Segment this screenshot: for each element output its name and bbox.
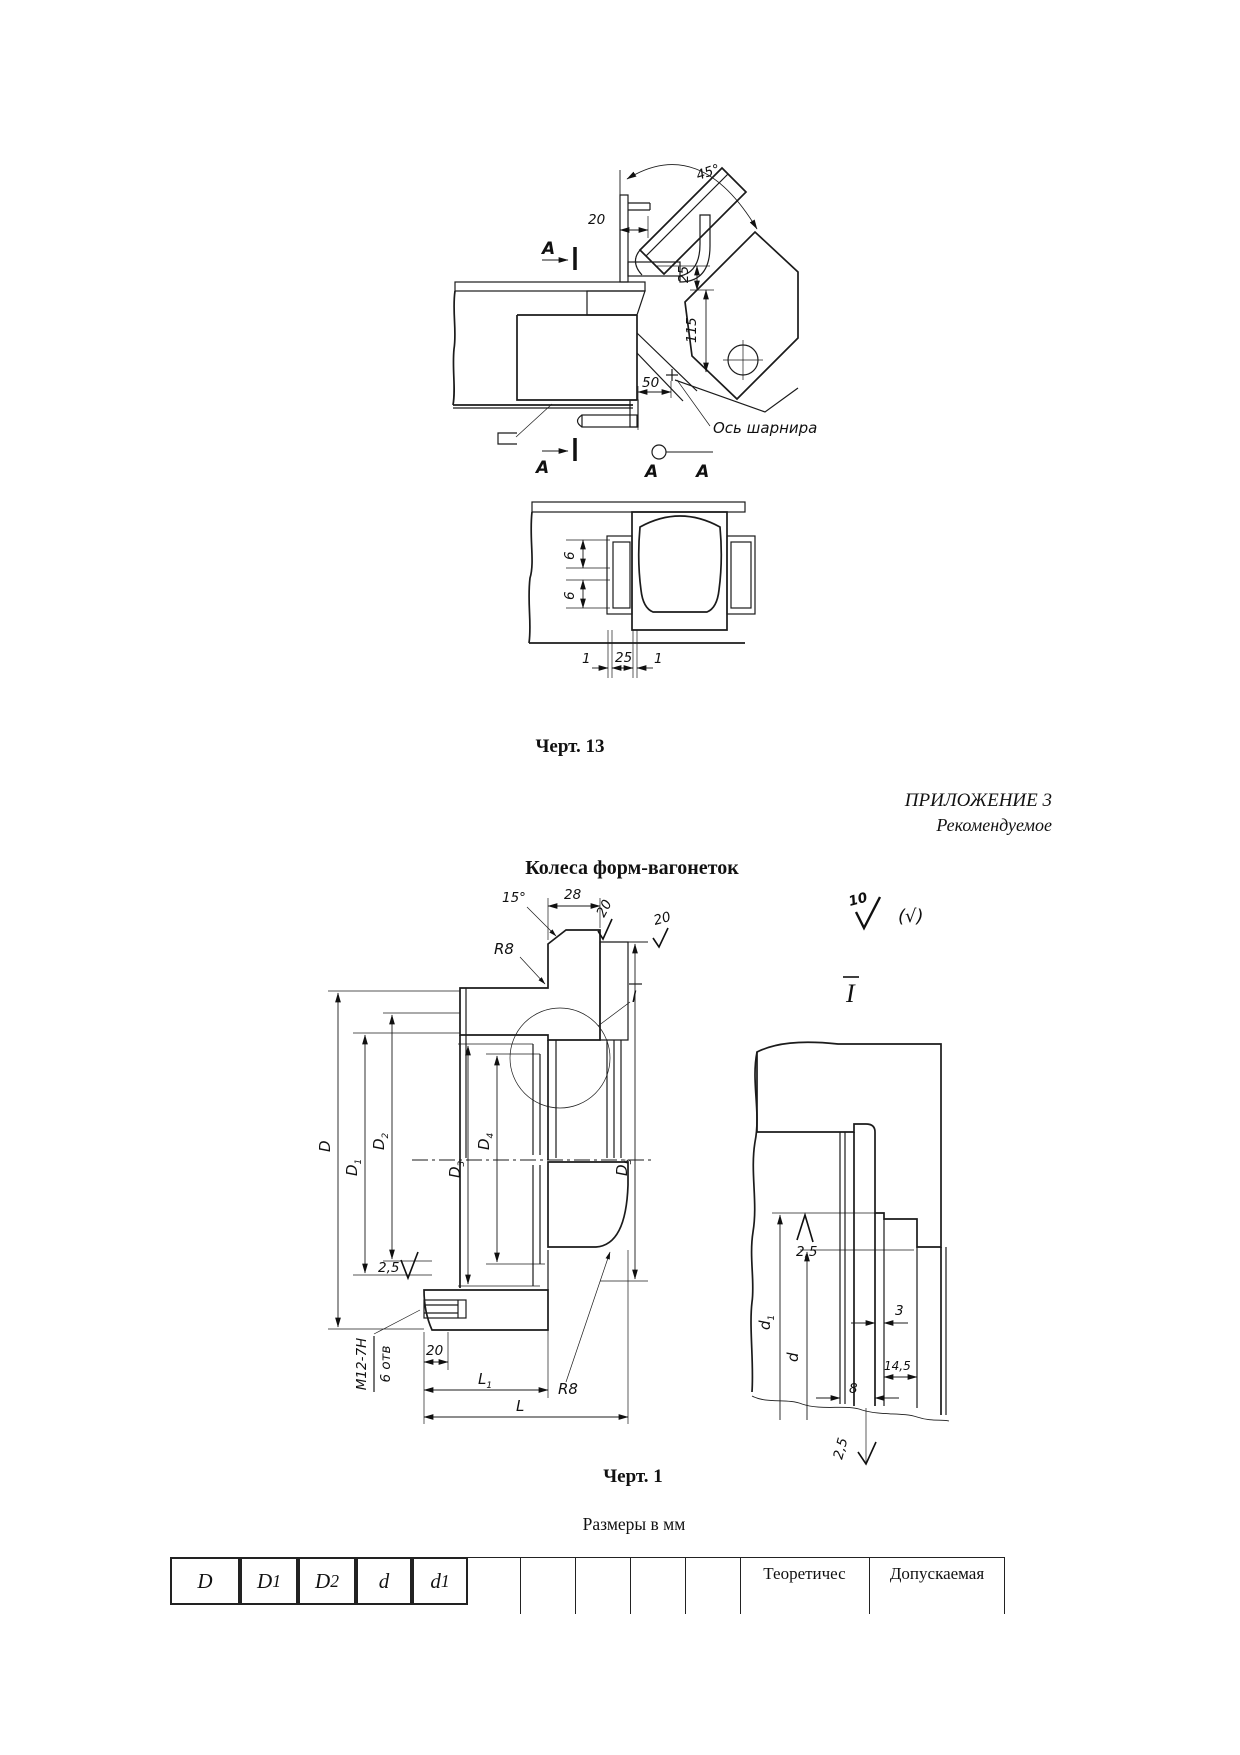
fig1-dia-D2: $D_2$ bbox=[370, 1132, 391, 1150]
fig13-dim-25b: 25 bbox=[615, 650, 633, 666]
fig1-dim-28: 28 bbox=[564, 887, 582, 903]
fig1-rough-alt: (√) bbox=[898, 906, 924, 927]
fig1-dim-8: 8 bbox=[849, 1381, 858, 1397]
table-header-D2: D 2 bbox=[298, 1557, 356, 1605]
fig1-caption: Черт. 1 bbox=[603, 1466, 663, 1487]
fig1-detail-title: I bbox=[846, 979, 855, 1008]
appendix-line1: ПРИЛОЖЕНИЕ 3 bbox=[904, 790, 1052, 811]
fig1-dim-20-bottom: 20 bbox=[426, 1343, 444, 1359]
fig1-detail-view bbox=[751, 890, 949, 1464]
fig13-dim-1b: 1 bbox=[654, 651, 663, 667]
fig1-dim-3: 3 bbox=[895, 1303, 904, 1319]
fig1-rough-25: 2,5 bbox=[378, 1260, 400, 1276]
fig1-dia-d1: $d_1$ bbox=[756, 1314, 777, 1330]
fig13-dim-6a: 6 bbox=[562, 551, 578, 560]
fig1-thread-spec: M12-7H bbox=[354, 1337, 370, 1391]
fig1-rough-10: 10 bbox=[846, 889, 870, 910]
fig13-dim-45: 45° bbox=[694, 161, 723, 184]
table-divider bbox=[685, 1557, 686, 1614]
fig13-section-title: A A bbox=[645, 462, 726, 482]
fig1-radius-bottom: R8 bbox=[558, 1380, 578, 1398]
fig1-len-L1: $L_1$ bbox=[478, 1370, 493, 1391]
table-divider bbox=[630, 1557, 631, 1614]
fig13-caption: Черт. 13 bbox=[535, 736, 605, 757]
fig13-dim-6b: 6 bbox=[562, 591, 578, 600]
fig1-dia-D4: $D_4$ bbox=[475, 1132, 496, 1150]
fig13-dim-25v: 25 bbox=[676, 265, 692, 283]
table-header-allowed: Допускаемая bbox=[870, 1557, 1005, 1614]
table-header-D: D bbox=[170, 1557, 240, 1605]
units-note: Размеры в мм bbox=[582, 1514, 686, 1534]
fig13-axis-label: Ось шарнира bbox=[713, 419, 818, 437]
fig1-rough-20-slope: 20 bbox=[593, 897, 616, 920]
fig1-left-view bbox=[316, 887, 673, 1424]
fig13-dim-50: 50 bbox=[642, 375, 660, 391]
fig1-rough-25-bottom: 2,5 bbox=[830, 1436, 852, 1462]
fig1-dia-D5: $D_5$ bbox=[613, 1158, 634, 1176]
fig1-dia-D: D bbox=[316, 1140, 334, 1152]
fig1-rough-25-top: 2,5 bbox=[796, 1244, 818, 1260]
fig1-thread-count: 6 отв bbox=[378, 1345, 394, 1383]
table-header-d: d bbox=[356, 1557, 412, 1605]
fig13-section-view bbox=[529, 462, 755, 678]
fig1-radius-top: R8 bbox=[494, 940, 514, 958]
fig13-dim-115: 115 bbox=[684, 317, 700, 343]
fig1-dia-D1: $D_1$ bbox=[343, 1158, 364, 1176]
fig13-dim-1a: 1 bbox=[582, 651, 591, 667]
fig1-detail-mark: I bbox=[632, 987, 637, 1006]
table-divider bbox=[520, 1557, 521, 1614]
fig1-len-L: L bbox=[516, 1397, 525, 1415]
fig1-dim-14-5: 14,5 bbox=[884, 1359, 911, 1373]
table-header-D1: D 1 bbox=[240, 1557, 298, 1605]
table-divider bbox=[575, 1557, 576, 1614]
table-header-d1: d 1 bbox=[412, 1557, 468, 1605]
fig1-dia-D3: $D_3$ bbox=[446, 1160, 467, 1178]
fig13-dim-20: 20 bbox=[588, 212, 606, 228]
appendix-line2: Рекомендуемое bbox=[936, 815, 1052, 835]
fig1-title: Колеса форм-вагонеток bbox=[525, 857, 739, 879]
fig13-main-view bbox=[453, 161, 817, 478]
fig13-section-mark-top: A bbox=[542, 239, 556, 259]
fig1-dim-15deg: 15° bbox=[502, 890, 526, 906]
table-header-theoretical: Теоретичес bbox=[740, 1557, 870, 1614]
fig1-dia-d: d bbox=[784, 1352, 802, 1362]
fig1-rough-20-right: 20 bbox=[651, 908, 673, 929]
fig13-section-mark-bottom: A bbox=[536, 458, 550, 478]
appendix-header bbox=[640, 790, 1052, 836]
